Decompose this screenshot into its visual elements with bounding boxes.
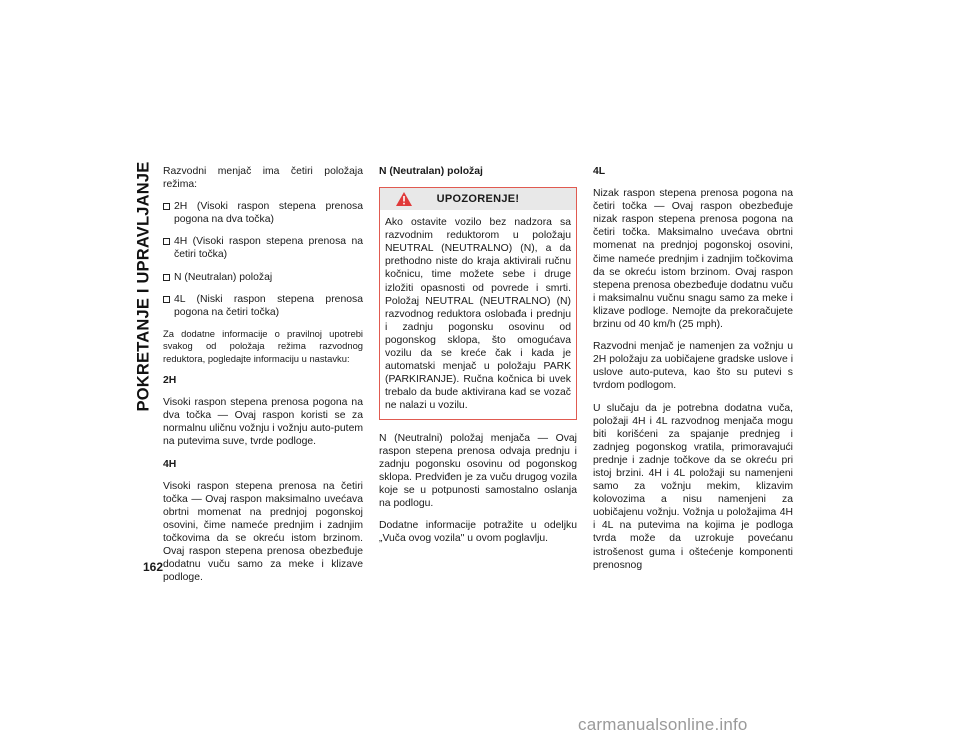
warning-text: Ako ostavite vozilo bez nadzora sa razvodnim reduktorom u položaju NEUTRAL (NEUTRALNO) (N), a da prethodno niste do kraja aktivirali ručnu kočnicu, time možete sebe i druge izložiti opasnosti od povrede i smrti. Položaj NEUTRAL (NEUTRALNO) (N) razvodnog reduktora oslobađa i prednju i zadnju pogonsku osovinu od pogonskog sklopa, što omogućava vozilu da se kreće čak i kada je automatski menjač u položaju PARK (PARKIRANJE). Ručna kočnica bi uvek trebalo da bude aktivirana kad se vozač ne nalazi u vozilu.	[385, 217, 571, 412]
heading-neutral: N (Neutralan) položaj	[379, 166, 483, 177]
paragraph-4h: Visoki raspon stepena prenosa na četiri točka — Ovaj raspon maksimalno uvećava obrtni momenat na prednjoj pogonskoj osovini, čime nameće prednjim i zadnjim točkovima da se okreću istom brzinom. Ovaj raspon stepena prenosa obezbeđuje dodatnu vuču samo za meke i klizave podloge.	[163, 480, 363, 584]
paragraph-4l: Nizak raspon stepena prenosa pogona na četiri točka — Ovaj raspon obezbeđuje nizak raspon stepena prenosa pogona na četiri točka. Maksimalno uvećava obrtni momenat na prednjoj pogonskoj osovini, čime nameće prednjim i zadnjim točkovima da se okreću istom brzinom. Ovaj raspon stepena prenosa obezbeđuje dodatnu vuču i maksimalnu vučnu snagu samo za meke i klizave podloge. Nemojte da prekoračujete brzinu od 40 km/h (25 mph).	[593, 188, 793, 331]
paragraph-towing-ref: Dodatne informacije potražite u odeljku „Vuča ovog vozila" u ovom poglavlju.	[379, 520, 577, 545]
mode-list	[163, 200, 363, 319]
paragraph-extra-traction: U slučaju da je potrebna dodatna vuča, položaji 4H i 4L razvodnog menjača mogu biti korišćeni za spajanje prednjeg i zadnjeg pogonskog vratila, primoravajući prednje i zadnje točkove da se okreću pri istoj brzini. 4H i 4L položaji su namenjeni samo za vožnju mekim, klizavim kolovozima a nisu namenjeni za uobičajenu vožnju. Vožnja u položajima 4H i 4L na putevima na kojima je podloga tvrda može da uzrokuje povećanu istrošenost guma i oštećenje komponenti prenosnog	[593, 402, 793, 571]
list-item: 2H (Visoki raspon stepena prenosa pogona na dva točka)	[163, 200, 363, 226]
page-number: 162	[143, 560, 164, 574]
paragraph-2h-usage: Razvodni menjač je namenjen za vožnju u 2H položaju za uobičajene gradske uslove i uslove auto-puteva, kao što su putevi s tvrdom podlogom.	[593, 341, 793, 392]
checkbox-icon	[163, 203, 170, 210]
paragraph-2h: Visoki raspon stepena prenosa pogona na dva točka — Ovaj raspon koristi se za normalnu uličnu vožnju i vožnju auto-putem na putevima suve, tvrde podloge.	[163, 397, 363, 448]
chapter-title-text: POKRETANJE I UPRAVLJANJE	[134, 161, 153, 412]
column-left	[163, 165, 363, 593]
list-item: 4L (Niski raspon stepena prenosa pogona na četiri točka)	[163, 293, 363, 319]
warning-triangle-icon	[395, 191, 413, 207]
checkbox-icon	[163, 296, 170, 303]
heading-2h: 2H	[163, 375, 177, 387]
warning-title: UPOZORENJE!	[436, 192, 520, 205]
checkbox-icon	[163, 238, 170, 245]
warning-header	[380, 188, 576, 210]
warning-box	[379, 187, 577, 419]
intro-text: Razvodni menjač ima četiri položaja režima:	[163, 166, 363, 191]
heading-4h: 4H	[163, 458, 177, 470]
chapter-side-title	[133, 163, 157, 413]
list-item: N (Neutralan) položaj	[163, 271, 363, 284]
checkbox-icon	[163, 274, 170, 281]
paragraph-neutral: N (Neutralni) položaj menjača — Ovaj raspon stepena prenosa odvaja prednju i zadnju pogonsku osovinu od pogonskog sklopa. Predviđen je za vuču drugog vozila koje se u potpunosti samostalno oslanja na podlogu.	[379, 432, 577, 509]
list-item: 4H (Visoki raspon stepena prenosa na četiri točka)	[163, 235, 363, 261]
watermark: carmanualsonline.info	[578, 715, 748, 734]
column-middle	[379, 165, 577, 554]
column-right	[593, 165, 793, 581]
heading-4l: 4L	[593, 166, 606, 177]
note-text: Za dodatne informacije o pravilnoj upotrebi svakog od položaja režima razvodnog reduktora, pogledajte informaciju u nastavku:	[163, 327, 363, 364]
